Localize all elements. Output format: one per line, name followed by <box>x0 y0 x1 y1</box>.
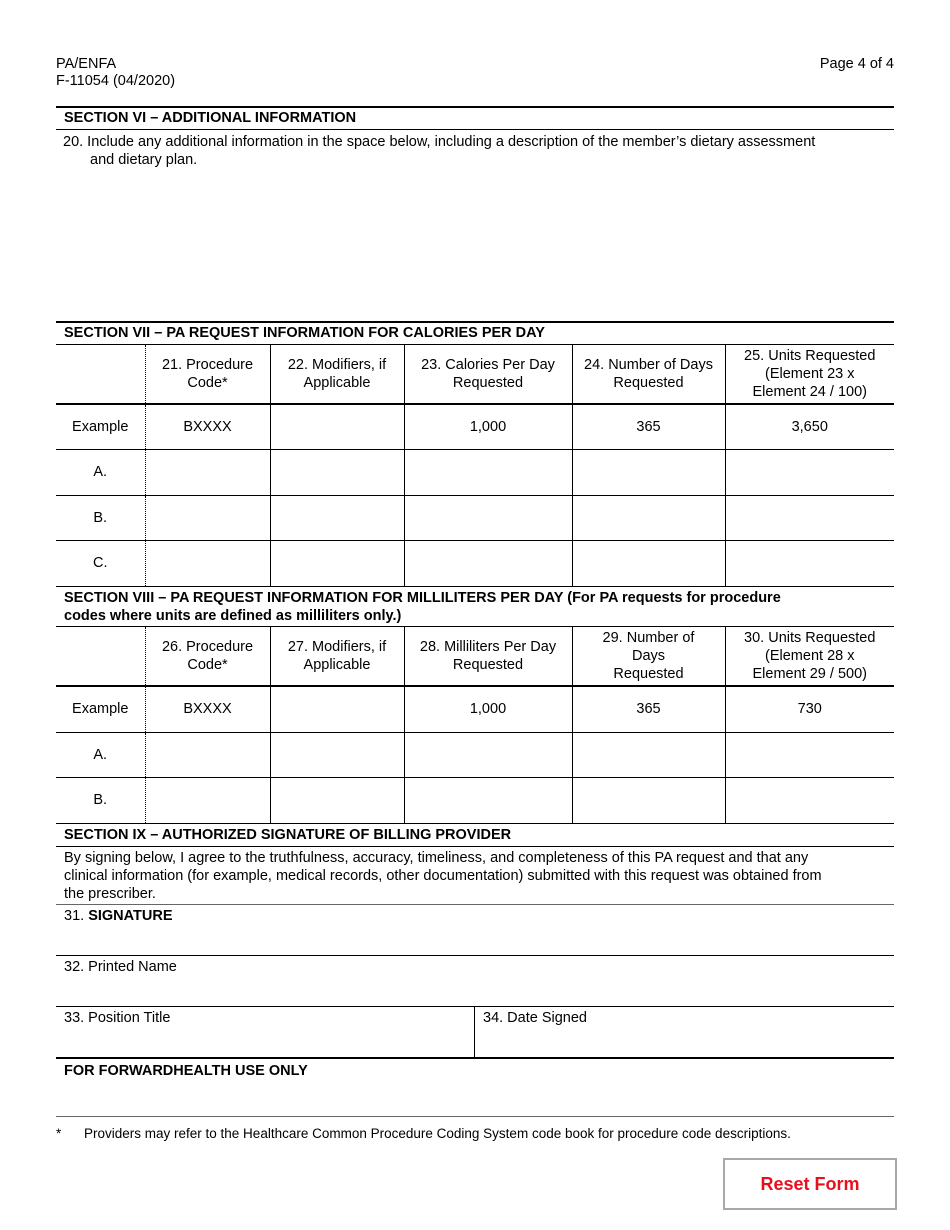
procedure-code-cell: BXXXX <box>145 686 270 732</box>
printed-name-label: 32. Printed Name <box>64 959 177 975</box>
procedure-code-input[interactable] <box>145 777 270 823</box>
form-number: F-11054 (04/2020) <box>56 73 176 89</box>
table-row <box>56 732 894 777</box>
section6-top-rule <box>56 106 894 108</box>
row-label: Example <box>56 686 145 732</box>
header-milliliters-per-day: 28. Milliliters Per Day Requested <box>404 627 572 686</box>
signature-label: 31. SIGNATURE <box>64 908 173 924</box>
forwardhealth-rule <box>56 1116 894 1117</box>
printed-name-rule <box>56 1006 894 1007</box>
procedure-code-input[interactable] <box>145 449 270 495</box>
days-input[interactable] <box>572 495 725 540</box>
header-procedure-code: 21. Procedure Code* <box>145 345 270 404</box>
page-number: Page 4 of 4 <box>819 56 894 72</box>
calories-input[interactable] <box>404 495 572 540</box>
form-program: PA/ENFA <box>56 56 117 72</box>
units-input[interactable] <box>725 540 894 586</box>
forwardhealth-title: FOR FORWARDHEALTH USE ONLY <box>64 1063 308 1079</box>
header-procedure-code: 26. Procedure Code* <box>145 627 270 686</box>
days-input[interactable] <box>572 732 725 777</box>
header-modifiers: 22. Modifiers, if Applicable <box>270 345 404 404</box>
item20-line2: and dietary plan. <box>90 152 198 168</box>
header-label-column <box>56 627 145 686</box>
units-input[interactable] <box>725 449 894 495</box>
modifiers-input[interactable] <box>270 732 404 777</box>
milliliters-input[interactable] <box>404 777 572 823</box>
units-input[interactable] <box>725 732 894 777</box>
row-label: B. <box>56 777 145 823</box>
header-number-of-days: 29. Number of Days Requested <box>572 627 725 686</box>
date-signed-label: 34. Date Signed <box>483 1010 587 1026</box>
days-cell: 365 <box>572 404 725 449</box>
milliliters-table <box>56 627 894 824</box>
table-row <box>56 686 894 732</box>
section9-title: SECTION IX – AUTHORIZED SIGNATURE OF BILLING PROVIDER <box>64 827 512 843</box>
calories-table <box>56 345 894 587</box>
modifiers-input[interactable] <box>270 777 404 823</box>
section6-title: SECTION VI – ADDITIONAL INFORMATION <box>64 110 357 126</box>
procedure-code-input[interactable] <box>145 540 270 586</box>
footnote-text: Providers may refer to the Healthcare Common Procedure Coding System code book for procedure code descriptions. <box>84 1126 791 1141</box>
position-title-label: 33. Position Title <box>64 1010 171 1026</box>
statement-line2: clinical information (for example, medical records, other documentation) submitted with this request was obtained from <box>64 868 822 884</box>
days-input[interactable] <box>572 449 725 495</box>
calories-input[interactable] <box>404 449 572 495</box>
units-cell: 3,650 <box>725 404 894 449</box>
header-modifiers: 27. Modifiers, if Applicable <box>270 627 404 686</box>
signature-field[interactable] <box>56 926 894 954</box>
section9-top-rule <box>56 823 894 824</box>
section8-title-line2: codes where units are defined as milliliters only.) <box>64 608 402 624</box>
table-row <box>56 777 894 823</box>
modifiers-cell <box>270 404 404 449</box>
row-label: C. <box>56 540 145 586</box>
row-label: A. <box>56 449 145 495</box>
section8-top-rule <box>56 586 894 587</box>
section8-title-line1: SECTION VIII – PA REQUEST INFORMATION FOR MILLILITERS PER DAY (For PA requests for procedure <box>64 590 781 606</box>
statement-line1: By signing below, I agree to the truthfulness, accuracy, timeliness, and completeness of this PA request and that any <box>64 850 809 866</box>
header-units-requested: 30. Units Requested (Element 28 x Element 29 / 500) <box>725 627 894 686</box>
table-row <box>56 540 894 586</box>
signature-rule <box>56 955 894 956</box>
days-input[interactable] <box>572 540 725 586</box>
row-label: B. <box>56 495 145 540</box>
header-units-requested: 25. Units Requested (Element 23 x Element 24 / 100) <box>725 345 894 404</box>
units-cell: 730 <box>725 686 894 732</box>
milliliters-cell: 1,000 <box>404 686 572 732</box>
table-row <box>56 495 894 540</box>
row-label: A. <box>56 732 145 777</box>
procedure-code-input[interactable] <box>145 495 270 540</box>
modifiers-input[interactable] <box>270 449 404 495</box>
header-number-of-days: 24. Number of Days Requested <box>572 345 725 404</box>
days-cell: 365 <box>572 686 725 732</box>
header-calories-per-day: 23. Calories Per Day Requested <box>404 345 572 404</box>
modifiers-cell <box>270 686 404 732</box>
calories-cell: 1,000 <box>404 404 572 449</box>
section6-bottom-rule <box>56 129 894 130</box>
footnote-marker: * <box>56 1126 62 1141</box>
statement-rule <box>56 904 894 905</box>
days-input[interactable] <box>572 777 725 823</box>
header-label-column <box>56 345 145 404</box>
item20-line1: 20. Include any additional information in the space below, including a description of the member’s dietary assessment <box>63 134 816 150</box>
statement-line3: the prescriber. <box>64 886 156 902</box>
table-row <box>56 404 894 449</box>
units-input[interactable] <box>725 777 894 823</box>
position-title-field[interactable] <box>56 1028 474 1056</box>
table-row <box>56 449 894 495</box>
modifiers-input[interactable] <box>270 540 404 586</box>
units-input[interactable] <box>725 495 894 540</box>
procedure-code-cell: BXXXX <box>145 404 270 449</box>
milliliters-input[interactable] <box>404 732 572 777</box>
calories-input[interactable] <box>404 540 572 586</box>
position-date-divider <box>474 1006 475 1058</box>
modifiers-input[interactable] <box>270 495 404 540</box>
additional-info-textarea[interactable] <box>56 172 894 320</box>
section7-title: SECTION VII – PA REQUEST INFORMATION FOR CALORIES PER DAY <box>64 325 545 341</box>
procedure-code-input[interactable] <box>145 732 270 777</box>
section9-bottom-rule <box>56 1057 894 1059</box>
reset-form-button[interactable]: Reset Form <box>723 1158 897 1210</box>
printed-name-field[interactable] <box>56 977 894 1005</box>
date-signed-field[interactable] <box>476 1028 894 1056</box>
section7-top-rule <box>56 321 894 323</box>
row-label: Example <box>56 404 145 449</box>
section9-title-rule <box>56 846 894 847</box>
